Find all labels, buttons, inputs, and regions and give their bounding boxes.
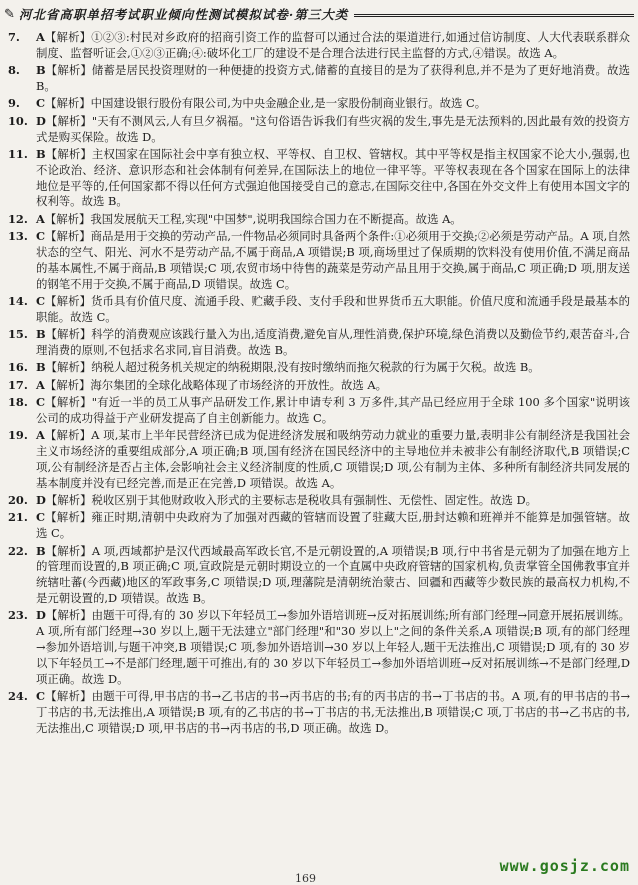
item-number: 10.	[8, 113, 28, 128]
answer-item	[8, 96, 630, 112]
item-answer: C	[36, 96, 46, 111]
item-text: 【解析】由题干可得,甲书店的书→乙书店的书→丙书店的书;有的丙书店的书→丁书店的书。A 项,有的甲书店的书→丁书店的书,无法推出,A 项错误;B 项,有的乙书店的书→丁书店的书,无法推出,B 项错误;C 项,丁书店的书→乙书店的书,无法推出,C 项错误;D 项,甲书店的书→丙书店的书,D 项正确。故选 D。	[36, 688, 630, 735]
item-answer: B	[36, 360, 46, 375]
answer-item	[8, 608, 630, 687]
answer-item	[8, 510, 630, 542]
item-number: 19.	[8, 428, 28, 443]
item-answer: A	[36, 211, 45, 226]
item-answer: D	[36, 493, 46, 508]
answer-item	[8, 30, 630, 62]
item-text: 【解析】"有近一半的员工从事产品研发工作,累计申请专利 3 万多件,其产品已经应用于全球 100 多个国家"说明该公司的成功得益于产业研发提高了自主创新能力。故选 C。	[36, 395, 630, 425]
answer-item	[8, 229, 630, 292]
answer-item	[8, 493, 630, 509]
item-number: 17.	[8, 377, 28, 392]
item-text: 【解析】我国发展航天工程,实现"中国梦",说明我国综合国力在不断提高。故选 A。	[44, 211, 462, 226]
item-text: 【解析】海尔集团的全球化战略体现了市场经济的开放性。故选 A。	[44, 377, 388, 392]
answer-item	[8, 63, 630, 95]
item-text: 【解析】税收区别于其他财政收入形式的主要标志是税收具有强制性、无偿性、固定性。故选 D。	[45, 493, 538, 508]
item-text: 【解析】由题干可得,有的 30 岁以下年轻员工→参加外语培训班→反对拓展训练;所有部门经理→同意开展拓展训练。A 项,所有部门经理→30 岁以上,题干无法建立"部门经理"和"30 岁以上"之间的条件关系,A 项错误;B 项,有的部门经理→参加外语培训,与题干冲突,B 项错误;C 项,参加外语培训→30 岁以上年轻人,题干无法推出,C 项错误;D 项,有的 30 岁以下年轻员工→不是部门经理,题干可推出,有的 30 岁以下年轻员工→参加外语培训班→反对拓展训练→不是部门经理,D 项正确。故选 D。	[36, 608, 630, 686]
item-number: 11.	[8, 146, 28, 161]
item-answer: D	[36, 113, 46, 128]
item-answer: D	[36, 608, 46, 623]
item-number: 7.	[8, 30, 20, 44]
item-text: 【解析】纳税人超过税务机关规定的纳税期限,没有按时缴纳而拖欠税款的行为属于欠税。故选 B。	[45, 360, 540, 375]
answer-item	[8, 327, 630, 359]
item-number: 9.	[8, 96, 20, 111]
item-number: 8.	[8, 63, 20, 78]
item-number: 22.	[8, 543, 28, 558]
item-answer: B	[36, 543, 46, 558]
item-text: 【解析】中国建设银行股份有限公司,为中央金融企业,是一家股份制商业银行。故选 C。	[45, 96, 487, 111]
item-number: 12.	[8, 211, 28, 226]
item-answer: C	[36, 510, 46, 525]
item-text: 【解析】A 项,西域都护是汉代西域最高军政长官,不是元朝设置的,A 项错误;B 项,行中书省是元朝为了加强在地方上的管理而设置的,B 项正确;C 项,宣政院是元朝时期设立的一个直属中央政府管辖的国家机构,负责掌管全国佛教事宜并统辖吐蕃(今西藏)地区的军政事务,C 项错误;D 项,理藩院是清朝统治蒙古、回疆和西藏等少数民族的最高权力机构,不是元朝设置的,D 项错误。故选 B。	[36, 543, 630, 605]
answer-item	[8, 428, 630, 491]
item-answer: B	[36, 327, 46, 342]
item-text: 【解析】商品是用于交换的劳动产品,一件物品必须同时具备两个条件:①必须用于交换;②必须是劳动产品。A 项,自然状态的空气、阳光、河水不是劳动产品,不属于商品,A 项错误;B 项,商场里过了保质期的饮料没有使用价值,不满足商品的基本属性,不属于商品,B 项错误;C 项,农贸市场中待售的蔬菜是劳动产品且用于交换,属于商品,C 项正确;D 项,朋友送的钢笔不用于交换,不属于商品,D 项错误。故选 C。	[36, 229, 630, 291]
item-text: 【解析】科学的消费观应该践行量入为出,适度消费,避免盲从,理性消费,保护环境,绿色消费以及勤俭节约,艰苦奋斗,合理消费的原则,不包括求名求同,盲目消费。故选 B。	[36, 327, 630, 357]
answer-item	[8, 212, 630, 228]
item-text: 【解析】雍正时期,清朝中央政府为了加强对西藏的管辖而设置了驻藏大臣,册封达赖和班禅并不能算是加强管辖。故选 C。	[36, 510, 630, 541]
item-number: 14.	[8, 293, 28, 308]
pen-icon: ✎	[4, 6, 15, 22]
item-answer: B	[36, 63, 46, 78]
answer-item	[8, 689, 630, 736]
item-text: 【解析】①②③:村民对乡政府的招商引资工作的监督可以通过合法的渠道进行,如通过信访制度、人大代表联系群众制度、监督听证会,①②③正确;④:破坏化工厂的建设不是合理合法进行民主监督的方式,④错误。故选 A。	[36, 30, 630, 60]
answer-item	[8, 395, 630, 427]
item-answer: A	[36, 377, 45, 392]
item-number: 16.	[8, 360, 28, 375]
watermark: www.gosjz.com	[499, 857, 630, 875]
item-text: 【解析】"天有不测风云,人有旦夕祸福。"这句俗语告诉我们有些灾祸的发生,事先是无法预料的,因此最有效的投资方式是购买保险。故选 D。	[36, 113, 630, 144]
answer-item	[8, 114, 630, 146]
page-number: 169	[295, 872, 316, 885]
header-rule	[354, 14, 634, 17]
item-number: 24.	[8, 688, 28, 703]
item-number: 15.	[8, 327, 28, 342]
item-answer: A	[36, 428, 45, 443]
item-number: 13.	[8, 229, 28, 244]
answer-item	[8, 147, 630, 210]
header-title: 河北省高职单招考试职业倾向性测试模拟试卷·第三大类	[18, 7, 349, 22]
item-answer: B	[36, 146, 46, 161]
answer-list	[8, 30, 630, 868]
answer-item	[8, 360, 630, 376]
item-text: 【解析】储蓄是居民投资理财的一种便捷的投资方式,储蓄的直接目的是为了获得利息,并不是为了更好地消费。故选 B。	[36, 63, 630, 93]
page-header	[4, 3, 634, 25]
item-answer: C	[36, 229, 46, 244]
item-answer: C	[36, 688, 46, 703]
item-number: 18.	[8, 395, 28, 410]
item-answer: A	[36, 30, 45, 44]
item-text: 【解析】A 项,某市上半年民营经济已成为促进经济发展和吸纳劳动力就业的重要力量,表明非公有制经济是我国社会主义市场经济的重要组成部分,A 项正确;B 项,国有经济在国民经济中的主导地位并未被非公有制经济取代,B 项错误;C 项,公有制经济是否占主体,会影响社会主义经济制度的性质,C 项错误;D 项,公有制为主体、多种所有制经济共同发展的基本制度并没有已经完善,而是正在完善,D 项错误。故选 A。	[36, 428, 630, 490]
answer-item	[8, 544, 630, 607]
item-number: 21.	[8, 510, 28, 525]
item-answer: C	[36, 395, 46, 410]
item-number: 23.	[8, 608, 28, 623]
answer-item	[8, 294, 630, 326]
item-answer: C	[36, 293, 46, 308]
item-text: 【解析】主权国家在国际社会中享有独立权、平等权、自卫权、管辖权。其中平等权是指主权国家不论大小,强弱,也不论政治、经济、意识形态和社会体制有何差异,在国际法上的地位一律平等。平等权表现在各个国家在国际上的法律地位是平等的,任何国家都不得以任何方式强迫他国接受自己的意志,在国际交往中,各国在外交文件上有使用本国文字的权利等。故选 B。	[36, 146, 630, 209]
answer-item	[8, 378, 630, 394]
item-number: 20.	[8, 493, 28, 508]
item-text: 【解析】货币具有价值尺度、流通手段、贮藏手段、支付手段和世界货币五大职能。价值尺度和流通手段是最基本的职能。故选 C。	[36, 293, 630, 324]
